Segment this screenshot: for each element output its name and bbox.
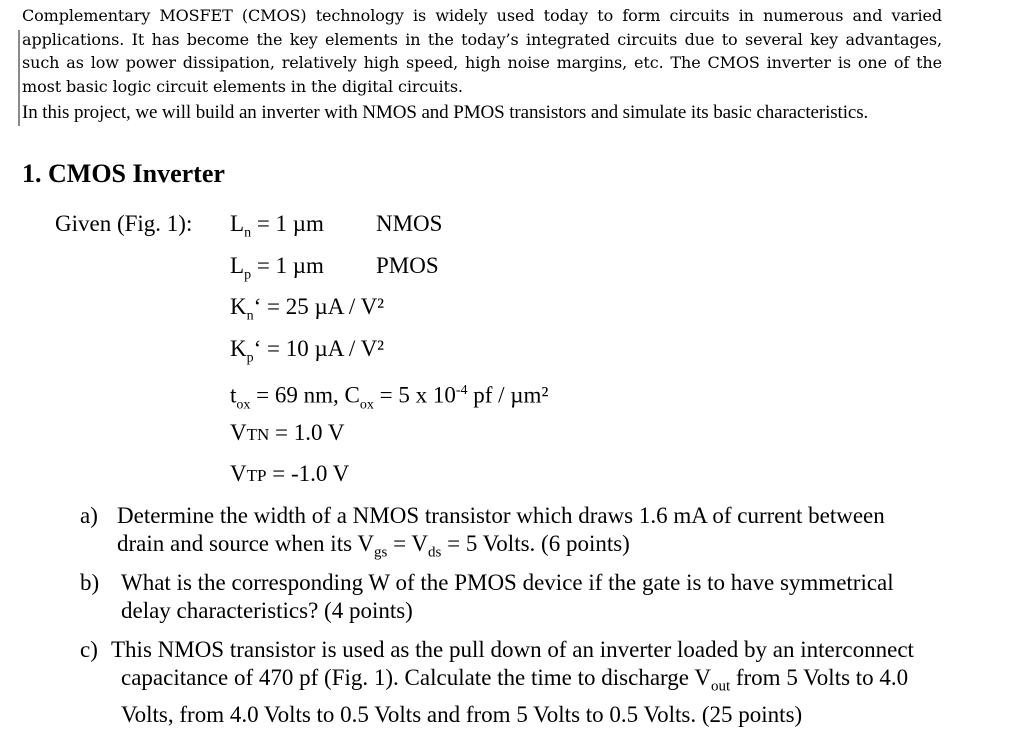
param-tox-cox xyxy=(230,377,548,419)
param-symbol: L xyxy=(230,211,245,236)
param-subscript: ox xyxy=(359,397,374,413)
param-symbol: K xyxy=(230,294,247,319)
question-line: Determine the width of a NMOS transistor which draws 1.6 mA of current between xyxy=(117,503,885,528)
question-a xyxy=(80,502,980,567)
section-title: 1. CMOS Inverter xyxy=(22,159,225,188)
left-margin-rule xyxy=(18,30,20,126)
question-c xyxy=(80,636,980,728)
param-symbol: t xyxy=(230,382,237,408)
intro-project-sentence: In this project, we will build an inverter with NMOS and PMOS transistors and simulate its basic characteristics. xyxy=(22,102,869,123)
question-line: Volts, from 4.0 Volts to 0.5 Volts and from 5 Volts to 0.5 Volts. (25 points) xyxy=(121,701,803,727)
param-value: = 1.0 V xyxy=(269,420,345,445)
param-unit: pf / µm² xyxy=(467,382,549,408)
param-lp xyxy=(230,252,439,290)
question-line: from 5 Volts to 4.0 xyxy=(730,664,909,690)
question-subscript: out xyxy=(710,678,731,695)
given-label: Given (Fig. 1): xyxy=(55,211,193,236)
question-line: delay characteristics? (4 points) xyxy=(121,597,413,623)
param-subscript: TN xyxy=(246,425,270,444)
param-value: = 1 µm xyxy=(251,253,324,278)
question-line: = V xyxy=(387,530,429,556)
question-body xyxy=(117,502,980,567)
question-line: capacitance of 470 pf (Fig. 1). Calculate the time to discharge V xyxy=(121,664,711,690)
param-value: ‘ = 25 µA / V² xyxy=(253,294,385,319)
param-subscript: p xyxy=(244,267,252,283)
param-symbol: V xyxy=(230,461,247,486)
param-value: = 5 x 10 xyxy=(373,382,456,408)
param-value: ‘ = 10 µA / V² xyxy=(253,336,385,361)
param-subscript: n xyxy=(244,225,252,241)
param-symbol: K xyxy=(230,336,247,361)
param-ln xyxy=(230,210,443,248)
question-body xyxy=(121,569,980,624)
param-subscript: p xyxy=(246,350,254,366)
param-subscript: n xyxy=(246,308,254,324)
question-subscript: gs xyxy=(374,544,388,561)
param-exponent: -4 xyxy=(455,383,468,398)
question-subscript: ds xyxy=(428,544,442,561)
param-value: = 1 µm xyxy=(251,211,324,236)
question-marker: a) xyxy=(80,503,98,528)
question-b xyxy=(80,569,980,624)
param-symbol: V xyxy=(230,420,247,445)
param-vtn xyxy=(230,419,344,449)
param-subscript: TP xyxy=(246,466,267,485)
question-line: drain and source when its V xyxy=(117,530,374,556)
question-line: What is the corresponding W of the PMOS device if the gate is to have symmetrical xyxy=(121,570,894,595)
question-marker: c) xyxy=(80,637,98,662)
param-value: = 69 nm, C xyxy=(250,382,360,408)
param-symbol: L xyxy=(230,253,245,278)
param-subscript: ox xyxy=(236,397,251,413)
question-marker: b) xyxy=(80,570,100,595)
intro-paragraph: Complementary MOSFET (CMOS) technology is widely used today to form circuits in numerous and varied applications. It has become the key elements in the today’s integrated circuits due to several key advantages, such as low power dissipation, relatively high speed, high noise margins, etc. The CMOS inverter is one of the most basic logic circuit elements in the digital circuits. xyxy=(22,6,942,96)
param-vtp xyxy=(230,460,349,490)
question-line: This NMOS transistor is used as the pull down of an inverter loaded by an interconnect xyxy=(111,637,914,662)
param-note: PMOS xyxy=(376,253,439,278)
param-note: NMOS xyxy=(376,211,443,236)
param-value: = -1.0 V xyxy=(266,461,350,486)
param-kp xyxy=(230,335,384,373)
param-kn xyxy=(230,293,384,331)
question-line: = 5 Volts. (6 points) xyxy=(441,530,630,556)
question-body xyxy=(111,636,980,728)
